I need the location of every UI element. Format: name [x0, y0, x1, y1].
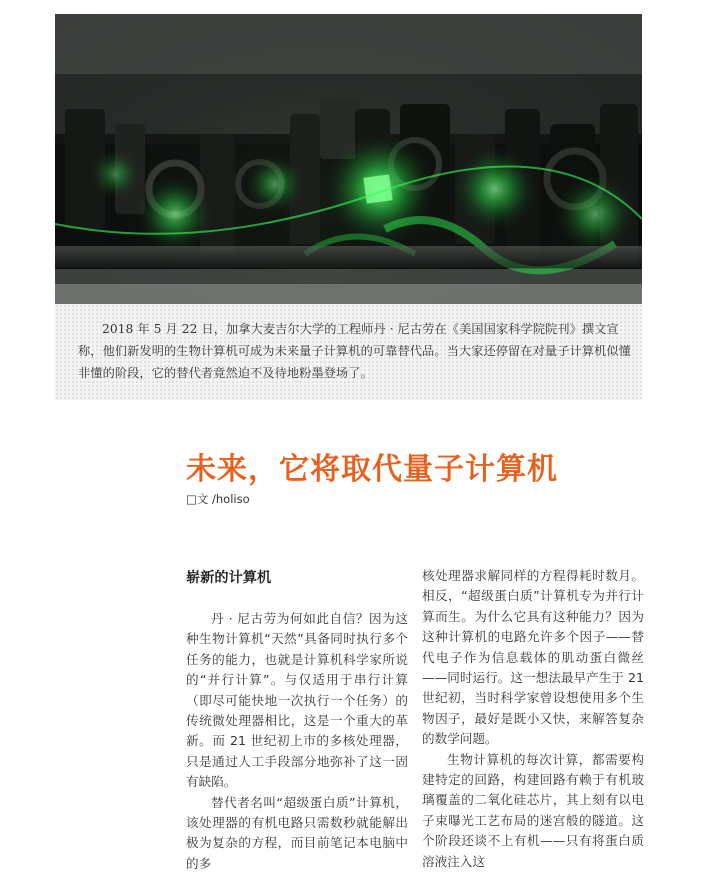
article-byline: □文 /holiso: [186, 492, 250, 506]
body-paragraph: 丹 · 尼古劳为何如此自信？因为这种生物计算机“天然”具备同时执行多个任务的能力，也就是计算机科学家所说的“并行计算”。与仅适用于串行计算（即尽可能快地一次执行一个任务）的传统微处理器相比，这是一个重大的革新。而 21 世纪初上市的多核处理器，只是通过人工手段部分地弥补了这一固有缺陷。: [186, 611, 408, 790]
article-title: 未来，它将取代量子计算机: [186, 452, 558, 487]
section-heading: 崭新的计算机: [186, 570, 272, 586]
photo-caption: 2018 年 5 月 22 日，加拿大麦吉尔大学的工程师丹 · 尼古劳在《美国国家科学院院刊》撰文宣称，他们新发明的生物计算机可成为未来量子计算机的可靠替代品。当大家还停留在对量子计算机似懂非懂的阶段，它的替代者竟然迫不及待地粉墨登场了。: [78, 322, 631, 380]
body-paragraph: 替代者名叫“超级蛋白质”计算机，该处理器的有机电路只需数秒就能解出极为复杂的方程，而目前笔记本电脑中的多: [186, 794, 408, 871]
body-paragraph: 核处理器求解同样的方程得耗时数月。相反，“超级蛋白质”计算机专为并行计算而生。为什么它具有这种能力？因为这种计算机的电路允许多个因子——替代电子作为信息载体的肌动蛋白微丝——同时运行。这一想法最早产生于 21 世纪初，当时科学家曾设想使用多个生物因子，最好是既小又快，来解答复杂的数学问题。: [422, 568, 644, 747]
article-column-right: [422, 566, 644, 872]
article-column-left: [186, 566, 408, 874]
photo-illustration: [55, 14, 642, 304]
body-paragraph: 生物计算机的每次计算，都需要构建特定的回路，构建回路有赖于有机玻璃覆盖的二氧化硅芯片，其上刻有以电子束曝光工艺布局的迷宫般的隧道。这个阶段还谈不上有机——只有将蛋白质溶液注入这: [422, 751, 644, 869]
optical-lab-photo: [55, 14, 642, 304]
